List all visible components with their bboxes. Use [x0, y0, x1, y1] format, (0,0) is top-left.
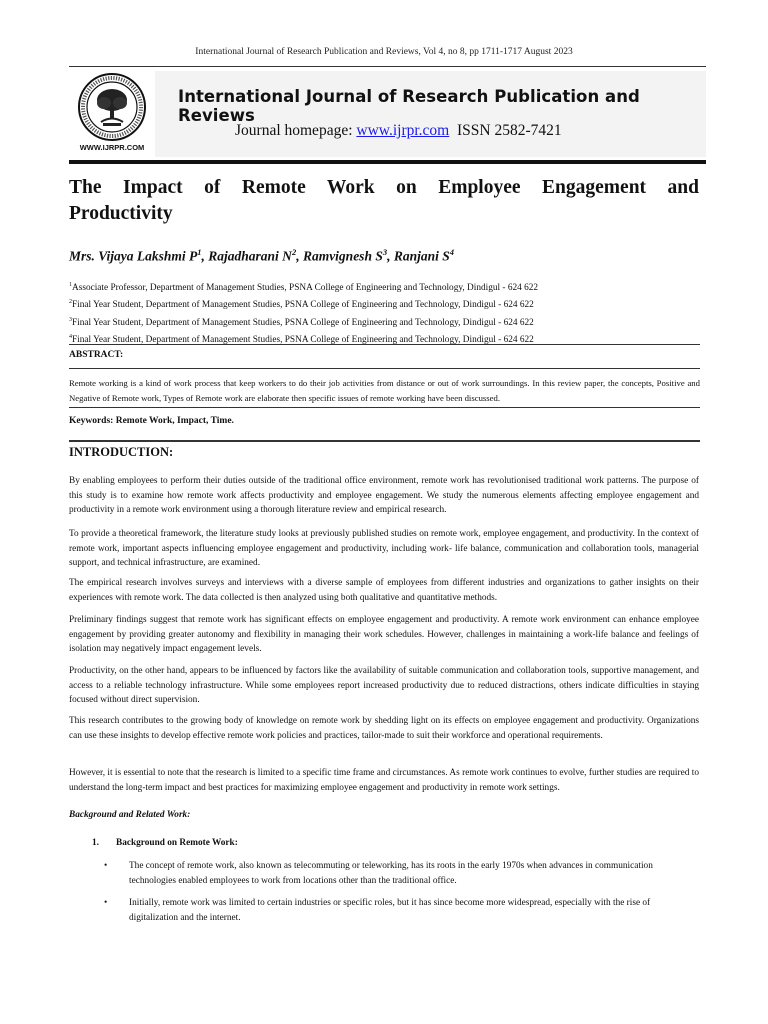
journal-masthead: [69, 71, 706, 157]
homepage-label: Journal homepage:: [235, 122, 357, 139]
issn-text: ISSN 2582-7421: [456, 122, 562, 139]
bullet-text: Initially, remote work was limited to certain industries or specific roles, but it has since become more widespread, especially with the rise of digitalization and the internet.: [129, 898, 651, 923]
bullet-list-item: [104, 896, 700, 925]
author-sup: 2: [291, 247, 297, 257]
header-rule: [69, 66, 706, 67]
numbered-item: [92, 838, 238, 848]
abstract-label-rule: [69, 368, 700, 369]
journal-homepage-line: [235, 122, 562, 140]
journal-logo: [69, 71, 155, 157]
bullet-text: The concept of remote work, also known as telecommuting or teleworking, has its roots in the early 1970s when advances in communication technologies enabled employees to work from locations other than the traditional office.: [129, 861, 653, 886]
abstract-bottom-rule: [69, 407, 700, 408]
logo-url-text: WWW.IJRPR.COM: [79, 143, 145, 152]
affiliation-line: [69, 313, 538, 330]
background-heading: Background and Related Work:: [69, 810, 191, 820]
item-number: 1.: [92, 838, 99, 848]
item-label: Background on Remote Work:: [116, 838, 238, 848]
author-separator: ,: [387, 248, 394, 264]
intro-paragraph: However, it is essential to note that the research is limited to a specific time frame and circumstances. As remote work continues to evolve, further studies are required to understand the long-term impact and best practices for maximizing employee engagement and productivity in remote work settings.: [69, 768, 699, 793]
bullet-icon: •: [104, 898, 108, 908]
affiliation-text: Final Year Student, Department of Management Studies, PSNA College of Engineering and Technology, Dindigul - 624 622: [72, 335, 534, 346]
intro-paragraph: By enabling employees to perform their duties outside of the traditional office environment, remote work has revolutionised traditional work patterns. The purpose of this study is to examine how remote work affects productivity and employee engagement. We study the numerous elements affecting employee engagement and productivity in a remote work environment using a thorough literature review and empirical research.: [69, 476, 699, 516]
author-sup: 4: [449, 247, 454, 257]
affiliation-text: Final Year Student, Department of Management Studies, PSNA College of Engineering and Technology, Dindigul - 624 622: [72, 317, 534, 328]
author-sup: 1: [197, 247, 202, 257]
abstract-label: ABSTRACT:: [69, 350, 124, 360]
affiliation-sup: 2: [69, 299, 72, 306]
masthead-thick-rule: [69, 160, 706, 164]
affiliation-text: Final Year Student, Department of Management Studies, PSNA College of Engineering and Technology, Dindigul - 624 622: [72, 300, 534, 311]
author-name: Ramvignesh S: [302, 248, 383, 264]
homepage-link[interactable]: www.ijrpr.com: [356, 122, 450, 139]
running-header-citation: International Journal of Research Publication and Reviews, Vol 4, no 8, pp 1711-1717 August 2023: [195, 47, 573, 57]
journal-name: International Journal of Research Publication and Reviews: [178, 87, 640, 125]
intro-paragraph: Preliminary findings suggest that remote work has significant effects on employee engagement and productivity. A remote work environment can enhance employee engagement by providing greater autonomy and flexibility in managing their work schedules. However, challenges in maintaining a work-life balance and feelings of isolation may negatively impact engagement levels.: [69, 615, 699, 655]
intro-paragraph: To provide a theoretical framework, the literature study looks at previously published studies on remote work, employee engagement, and productivity. In the context of remote work, important aspects influencing employee engagement and productivity, including work- life balance, communication and collaboration tools, managerial support, and technical infrastructure, are examined.: [69, 529, 699, 569]
affiliation-sup: 1: [69, 282, 72, 288]
affiliation-sup: 4: [69, 334, 72, 341]
bullet-list-item: [104, 859, 700, 888]
affiliation-line: [69, 278, 538, 295]
author-list: [69, 247, 454, 265]
author-separator: ,: [201, 248, 209, 264]
paper-title-line1: The Impact of Remote Work on Employee Engagement and: [69, 177, 699, 198]
affiliation-sup: 3: [69, 316, 72, 323]
intro-paragraph: Productivity, on the other hand, appears to be influenced by factors like the availability of suitable communication and collaboration tools, supportive management, and access to a reliable technology infrastructure. While some employees report increased productivity due to reduced distractions, others indicate difficulties in staying focused without direct supervision.: [69, 666, 699, 706]
keywords: Keywords: Remote Work, Impact, Time.: [69, 416, 234, 426]
author-name: Ranjani S: [393, 248, 450, 264]
affiliation-line: [69, 295, 538, 312]
intro-paragraph: The empirical research involves surveys and interviews with a diverse sample of employees from different industries and organizations to gather insights on their experiences with remote work. The data collected is then analyzed using both qualitative and quantitative methods.: [69, 578, 699, 603]
abstract-top-rule: [69, 344, 700, 345]
affiliations: [69, 278, 538, 348]
affiliation-text: Associate Professor, Department of Management Studies, PSNA College of Engineering and Technology, Dindigul - 624 622: [72, 283, 539, 294]
bullet-icon: •: [104, 861, 108, 871]
author-separator: ,: [296, 248, 303, 264]
introduction-heading: INTRODUCTION:: [69, 445, 174, 459]
keywords-rule: [69, 440, 700, 442]
author-name: Rajadharani N: [208, 248, 292, 264]
author-name: Mrs. Vijaya Lakshmi P: [69, 248, 198, 264]
paper-title-line2: Productivity: [69, 203, 173, 224]
intro-paragraph: This research contributes to the growing body of knowledge on remote work by shedding light on its effects on employee engagement and productivity. Organizations can use these insights to develop effective remote work policies and practices, tailor-made to suit their workforce and operational requirements.: [69, 716, 699, 741]
paper-title: [69, 175, 699, 227]
abstract-text: Remote working is a kind of work process that keep workers to do their job activities from distance or out of work surroundings. In this review paper, the concepts, Positive and Negative of Remote work, Types of Remote work are elaborate then specific issues of remote working have been discussed.: [69, 378, 700, 403]
author-sup: 3: [382, 247, 388, 257]
